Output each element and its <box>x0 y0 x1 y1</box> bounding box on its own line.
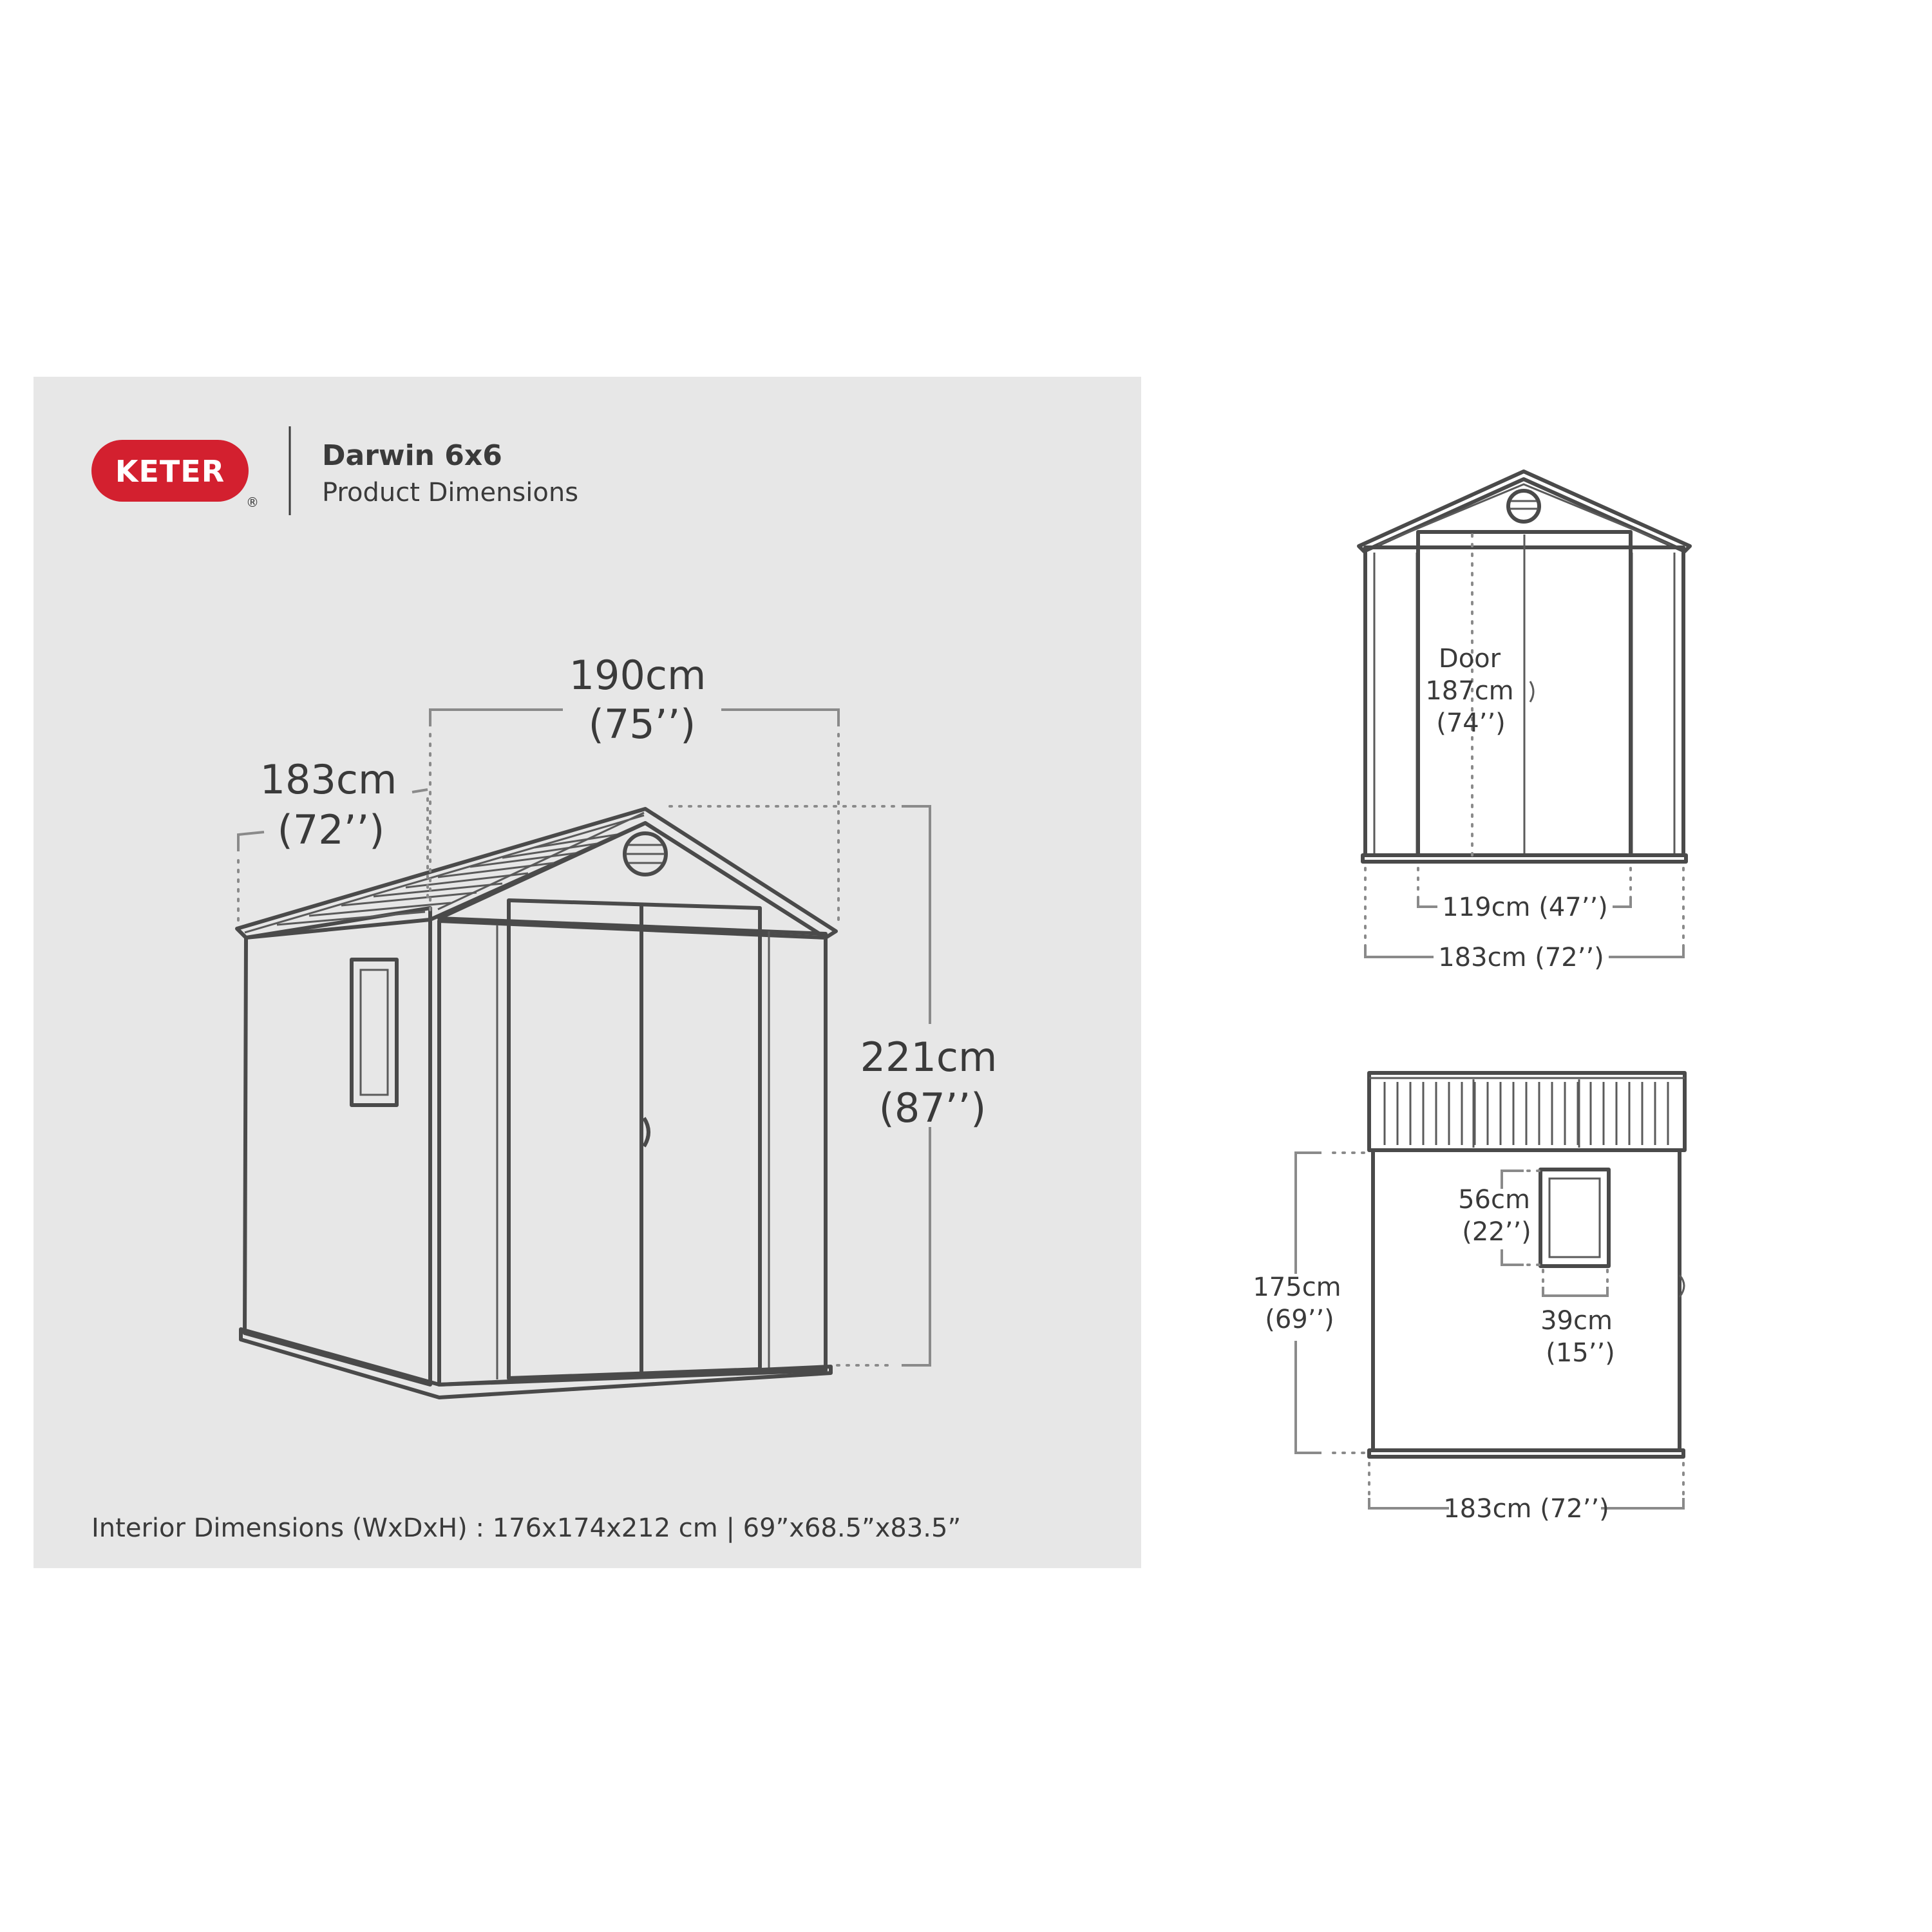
window-height-cm: 56cm <box>1458 1185 1530 1215</box>
door-height-cm: 187cm <box>1425 676 1514 706</box>
shed-front-view <box>1359 471 1690 862</box>
height-in-label: (87’’) <box>878 1084 987 1132</box>
page-title: Darwin 6x6 <box>322 439 502 472</box>
wall-height-in: (69’’) <box>1265 1305 1334 1334</box>
page-subtitle: Product Dimensions <box>322 478 579 507</box>
side-total-width: 183cm (72’’) <box>1443 1494 1609 1524</box>
interior-dimensions: Interior Dimensions (WxDxH) : 176x174x212 cm | 69”x68.5”x83.5” <box>91 1513 961 1543</box>
depth-in-label: (72’’) <box>277 806 385 853</box>
width-in-label: (75’’) <box>588 701 696 748</box>
door-label: Door <box>1438 644 1501 674</box>
height-cm-label: 221cm <box>860 1034 998 1081</box>
registered-mark: ® <box>246 495 259 510</box>
window-width-in: (15’’) <box>1546 1338 1615 1368</box>
window-width-cm: 39cm <box>1540 1306 1613 1336</box>
front-total-width: 183cm (72’’) <box>1438 943 1604 972</box>
width-cm-label: 190cm <box>569 652 706 699</box>
logo-text: KETER <box>115 454 225 489</box>
door-height-in: (74’’) <box>1436 708 1506 738</box>
window-height-in: (22’’) <box>1462 1217 1531 1247</box>
wall-height-cm: 175cm <box>1253 1273 1341 1302</box>
door-width-label: 119cm (47’’) <box>1442 893 1608 922</box>
depth-cm-label: 183cm <box>260 756 397 803</box>
